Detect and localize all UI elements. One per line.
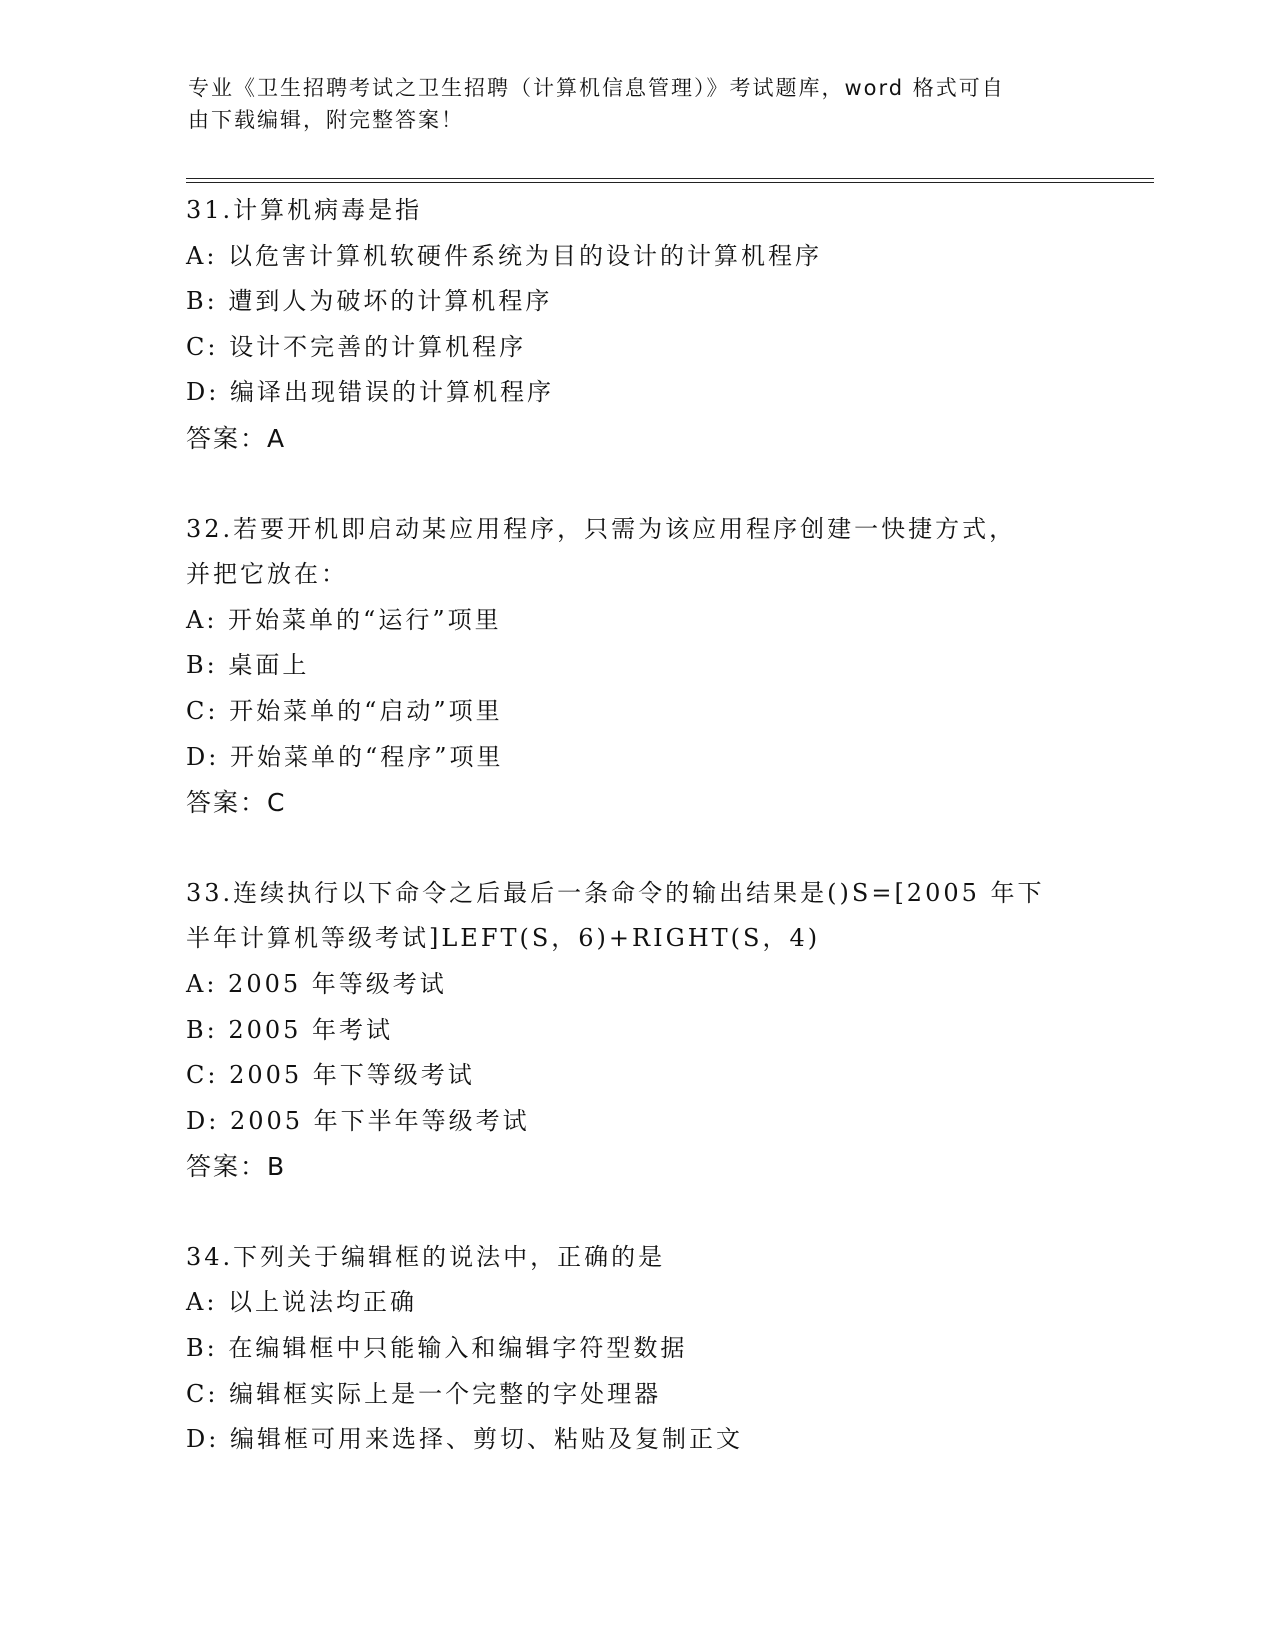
question-stem: 34.下列关于编辑框的说法中，正确的是 [186,1242,666,1271]
option-b: B: 2005 年考试 [186,1015,394,1044]
question-stem: 33.连续执行以下命令之后最后一条命令的输出结果是()S=[2005 年下 [186,878,1045,907]
question-stem-continued: 并把它放在： [186,560,348,589]
option-c: C: 编辑框实际上是一个完整的字处理器 [186,1379,662,1408]
question-stem: 32.若要开机即启动某应用程序，只需为该应用程序创建一快捷方式， [186,514,1017,543]
option-a: A: 以危害计算机软硬件系统为目的设计的计算机程序 [186,241,823,270]
header-line-2: 由下载编辑，附完整答案！ [188,108,464,132]
answer-label: 答案：B [186,1152,287,1182]
question-list [186,188,1146,1508]
question-32 [186,507,1146,826]
option-c: C: 2005 年下等级考试 [186,1061,475,1090]
option-a: A: 以上说法均正确 [186,1288,418,1317]
option-d: D: 开始菜单的“程序”项里 [186,742,504,771]
header-line-1: 专业《卫生招聘考试之卫生招聘（计算机信息管理）》考试题库，word 格式可自 [188,76,1005,100]
option-d: D: 编辑框可用来选择、剪切、粘贴及复制正文 [186,1425,743,1454]
answer-label: 答案：A [186,423,287,453]
header-divider-top [186,178,1154,179]
question-stem-continued: 半年计算机等级考试]LEFT(S，6)+RIGHT(S，4) [186,924,821,953]
option-a: A: 开始菜单的“运行”项里 [186,605,502,634]
answer-label: 答案：C [186,788,287,818]
option-a: A: 2005 年等级考试 [186,969,447,998]
document-header [188,72,1068,136]
option-b: B: 桌面上 [186,651,310,680]
option-d: D: 2005 年下半年等级考试 [186,1106,530,1135]
header-divider-bottom [186,182,1154,183]
option-d: D: 编译出现错误的计算机程序 [186,378,554,407]
option-b: B: 遭到人为破坏的计算机程序 [186,287,553,316]
option-b: B: 在编辑框中只能输入和编辑字符型数据 [186,1334,688,1363]
question-stem: 31.计算机病毒是指 [186,196,423,224]
question-31 [186,188,1146,462]
option-c: C: 开始菜单的“启动”项里 [186,696,503,725]
question-34 [186,1235,1146,1463]
question-33 [186,871,1146,1190]
option-c: C: 设计不完善的计算机程序 [186,332,527,361]
